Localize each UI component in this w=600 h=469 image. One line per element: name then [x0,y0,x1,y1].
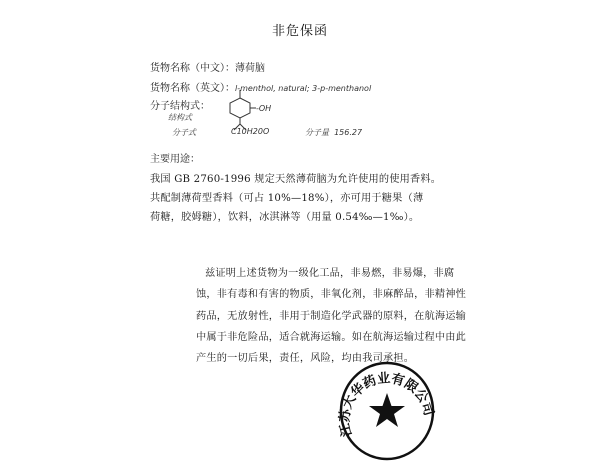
usage-heading: 主要用途： [150,154,200,165]
mw-value: 156.27 [334,128,363,137]
cert-line: 产生的一切后果，责任，风险，均由我司承担。 [196,353,415,364]
structure-label: 分子结构式： [150,101,210,112]
en-name-value: l-menthol, natural; 3-p-menthanol [235,84,372,93]
structure-note: 结构式 [168,113,192,122]
cert-line: 兹证明上述货物为一级化工品，非易燃，非易爆，非腐 [205,268,455,279]
usage-line: 共配制薄荷型香料（可占 10%—18%），亦可用于糖果（薄 [150,193,424,204]
mw-label: 分子量 [305,128,329,137]
document-title: 非危保函 [271,24,328,39]
cn-name-value: 薄荷脑 [235,63,265,74]
molecular-weight [305,127,362,138]
usage-line: 我国 GB 2760-1996 规定天然薄荷脑为允许使用的使用香料。 [150,174,442,185]
formula-note: 分子式 [172,128,196,137]
cert-line: 药品，无放射性，非用于制造化学武器的原料，在航海运输 [196,311,467,322]
company-seal [333,357,441,465]
en-name-label: 货物名称（英文）： [150,83,235,94]
oh-group: -OH [256,104,272,113]
cn-name-label: 货物名称（中文）： [150,63,235,74]
cert-line: 蚀，非有毒和有害的物质，非氧化剂，非麻醉品，非精神性 [196,289,467,300]
seal-icon [333,357,441,465]
molecular-formula: C10H20O [231,127,270,136]
cert-line: 中属于非危险品，适合就海运输。如在航海运输过程中由此 [196,332,467,343]
cn-name-line [150,59,265,74]
seal-text: 江苏大华药业有限公司 [337,371,436,438]
star-icon [369,393,405,427]
usage-line: 荷糖，胶姆糖），饮料，冰淇淋等（用量 0.54‰—1‰）。 [150,212,420,223]
